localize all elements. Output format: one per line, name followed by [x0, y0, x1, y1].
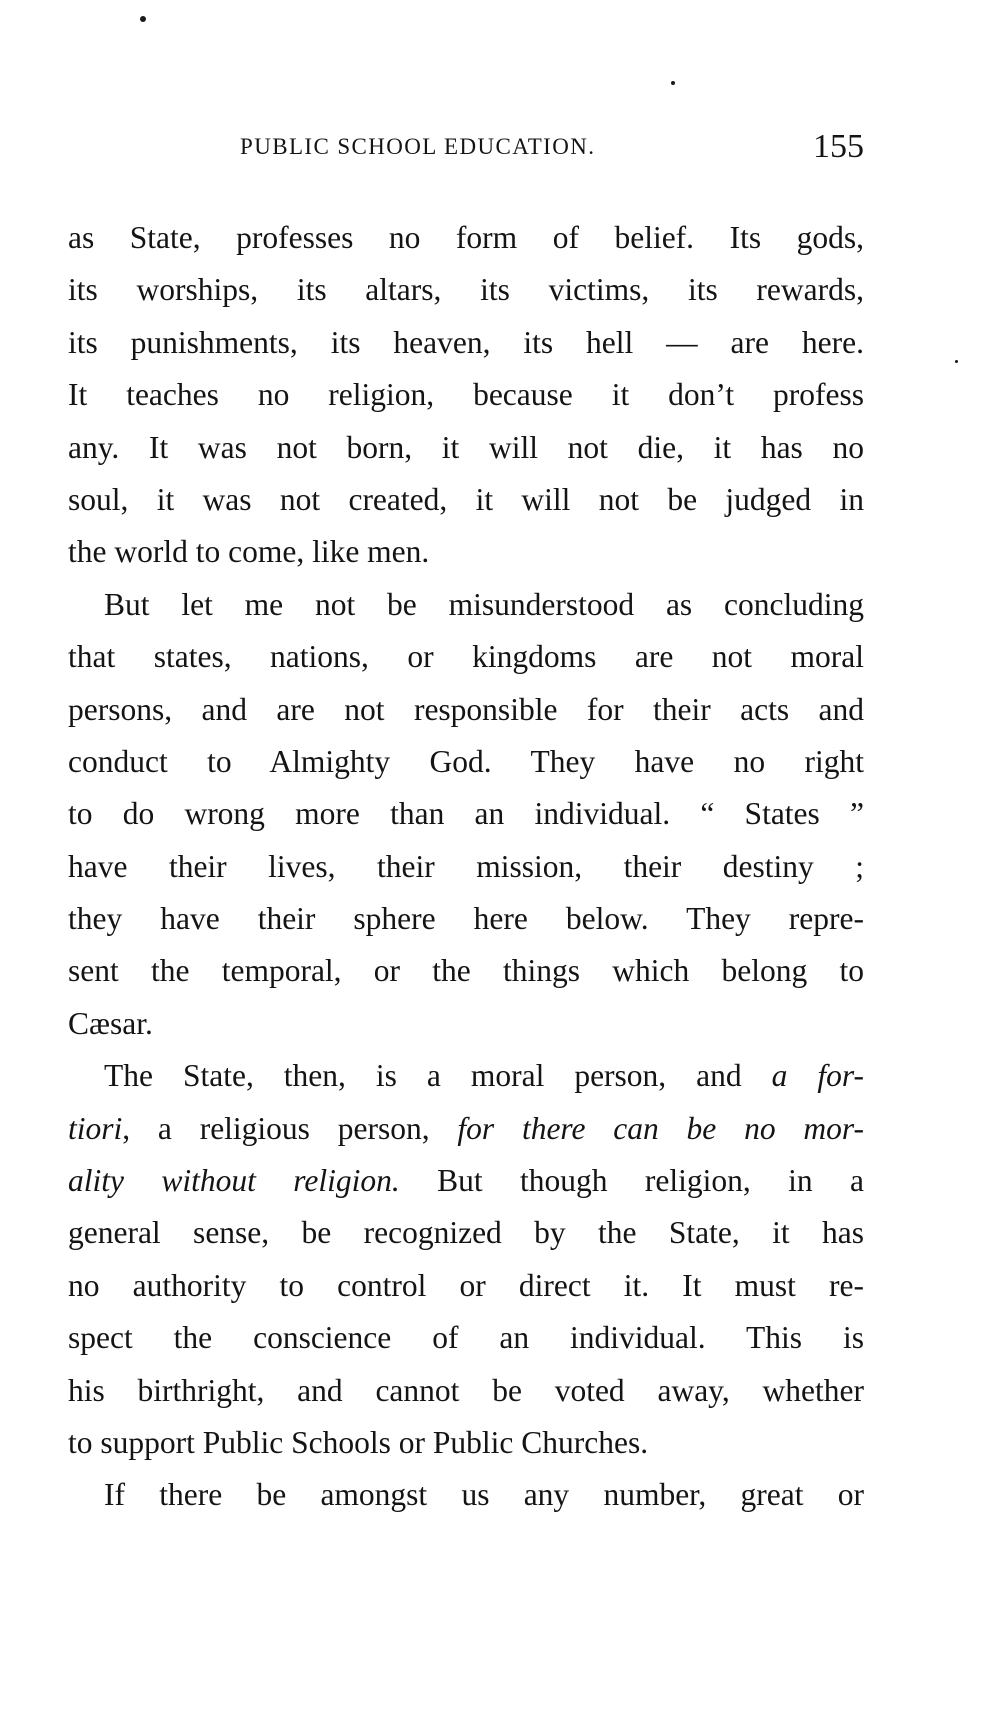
- text-line: persons, and are not responsible for their acts and: [68, 691, 864, 727]
- page-header: [68, 128, 864, 168]
- text-line: conduct to Almighty God. They have no right: [68, 743, 864, 779]
- text-line: general sense, be recognized by the State, it has: [68, 1215, 864, 1251]
- text-segment: The State, then, is a moral person, and: [104, 1058, 772, 1094]
- text-line: sent the temporal, or the things which belong to: [68, 953, 864, 989]
- running-title: PUBLIC SCHOOL EDUCATION.: [240, 134, 596, 159]
- italic-text-segment: ality without religion.: [68, 1163, 400, 1199]
- paragraph-start-line: [68, 1050, 864, 1102]
- paragraph-start-line: But let me not be misunderstood as concluding: [104, 586, 864, 622]
- text-line: It teaches no religion, because it don’t profess: [68, 377, 864, 413]
- text-line: any. It was not born, it will not die, it has no: [68, 429, 864, 465]
- text-line: no authority to control or direct it. It must re-: [68, 1267, 864, 1303]
- italic-text-segment: a for-: [771, 1058, 864, 1094]
- text-line: to do wrong more than an individual. “ States ”: [68, 796, 864, 832]
- text-line: have their lives, their mission, their destiny ;: [68, 848, 864, 884]
- ink-speck: [671, 81, 675, 85]
- text-line: Cæsar.: [68, 1005, 153, 1041]
- text-line: as State, professes no form of belief. Its gods,: [68, 220, 864, 255]
- text-line: his birthright, and cannot be voted away, whether: [68, 1372, 864, 1408]
- text-line: its worships, its altars, its victims, its rewards,: [68, 272, 864, 308]
- paragraph-start-line: If there be amongst us any number, great or: [104, 1477, 864, 1513]
- text-line: that states, nations, or kingdoms are not moral: [68, 639, 864, 675]
- ink-speck: [140, 16, 146, 22]
- text-line: [68, 1155, 864, 1207]
- text-line: [68, 1103, 864, 1155]
- ink-speck: [955, 360, 958, 363]
- text-segment: , a religious person,: [122, 1110, 458, 1146]
- text-line: soul, it was not created, it will not be judged in: [68, 481, 864, 517]
- italic-text-segment: tiori: [68, 1110, 123, 1146]
- text-line: spect the conscience of an individual. This is: [68, 1320, 864, 1356]
- text-line: the world to come, like men.: [68, 534, 430, 570]
- page-number: 155: [813, 128, 864, 165]
- text-line: they have their sphere here below. They repre-: [68, 901, 864, 937]
- italic-text-segment: for there can be no mor-: [457, 1110, 864, 1146]
- body-text: [68, 212, 864, 1522]
- text-line: to support Public Schools or Public Churches.: [68, 1424, 649, 1460]
- text-line: its punishments, its heaven, its hell — are here.: [68, 324, 864, 360]
- text-segment: But though religion, in a: [399, 1163, 864, 1199]
